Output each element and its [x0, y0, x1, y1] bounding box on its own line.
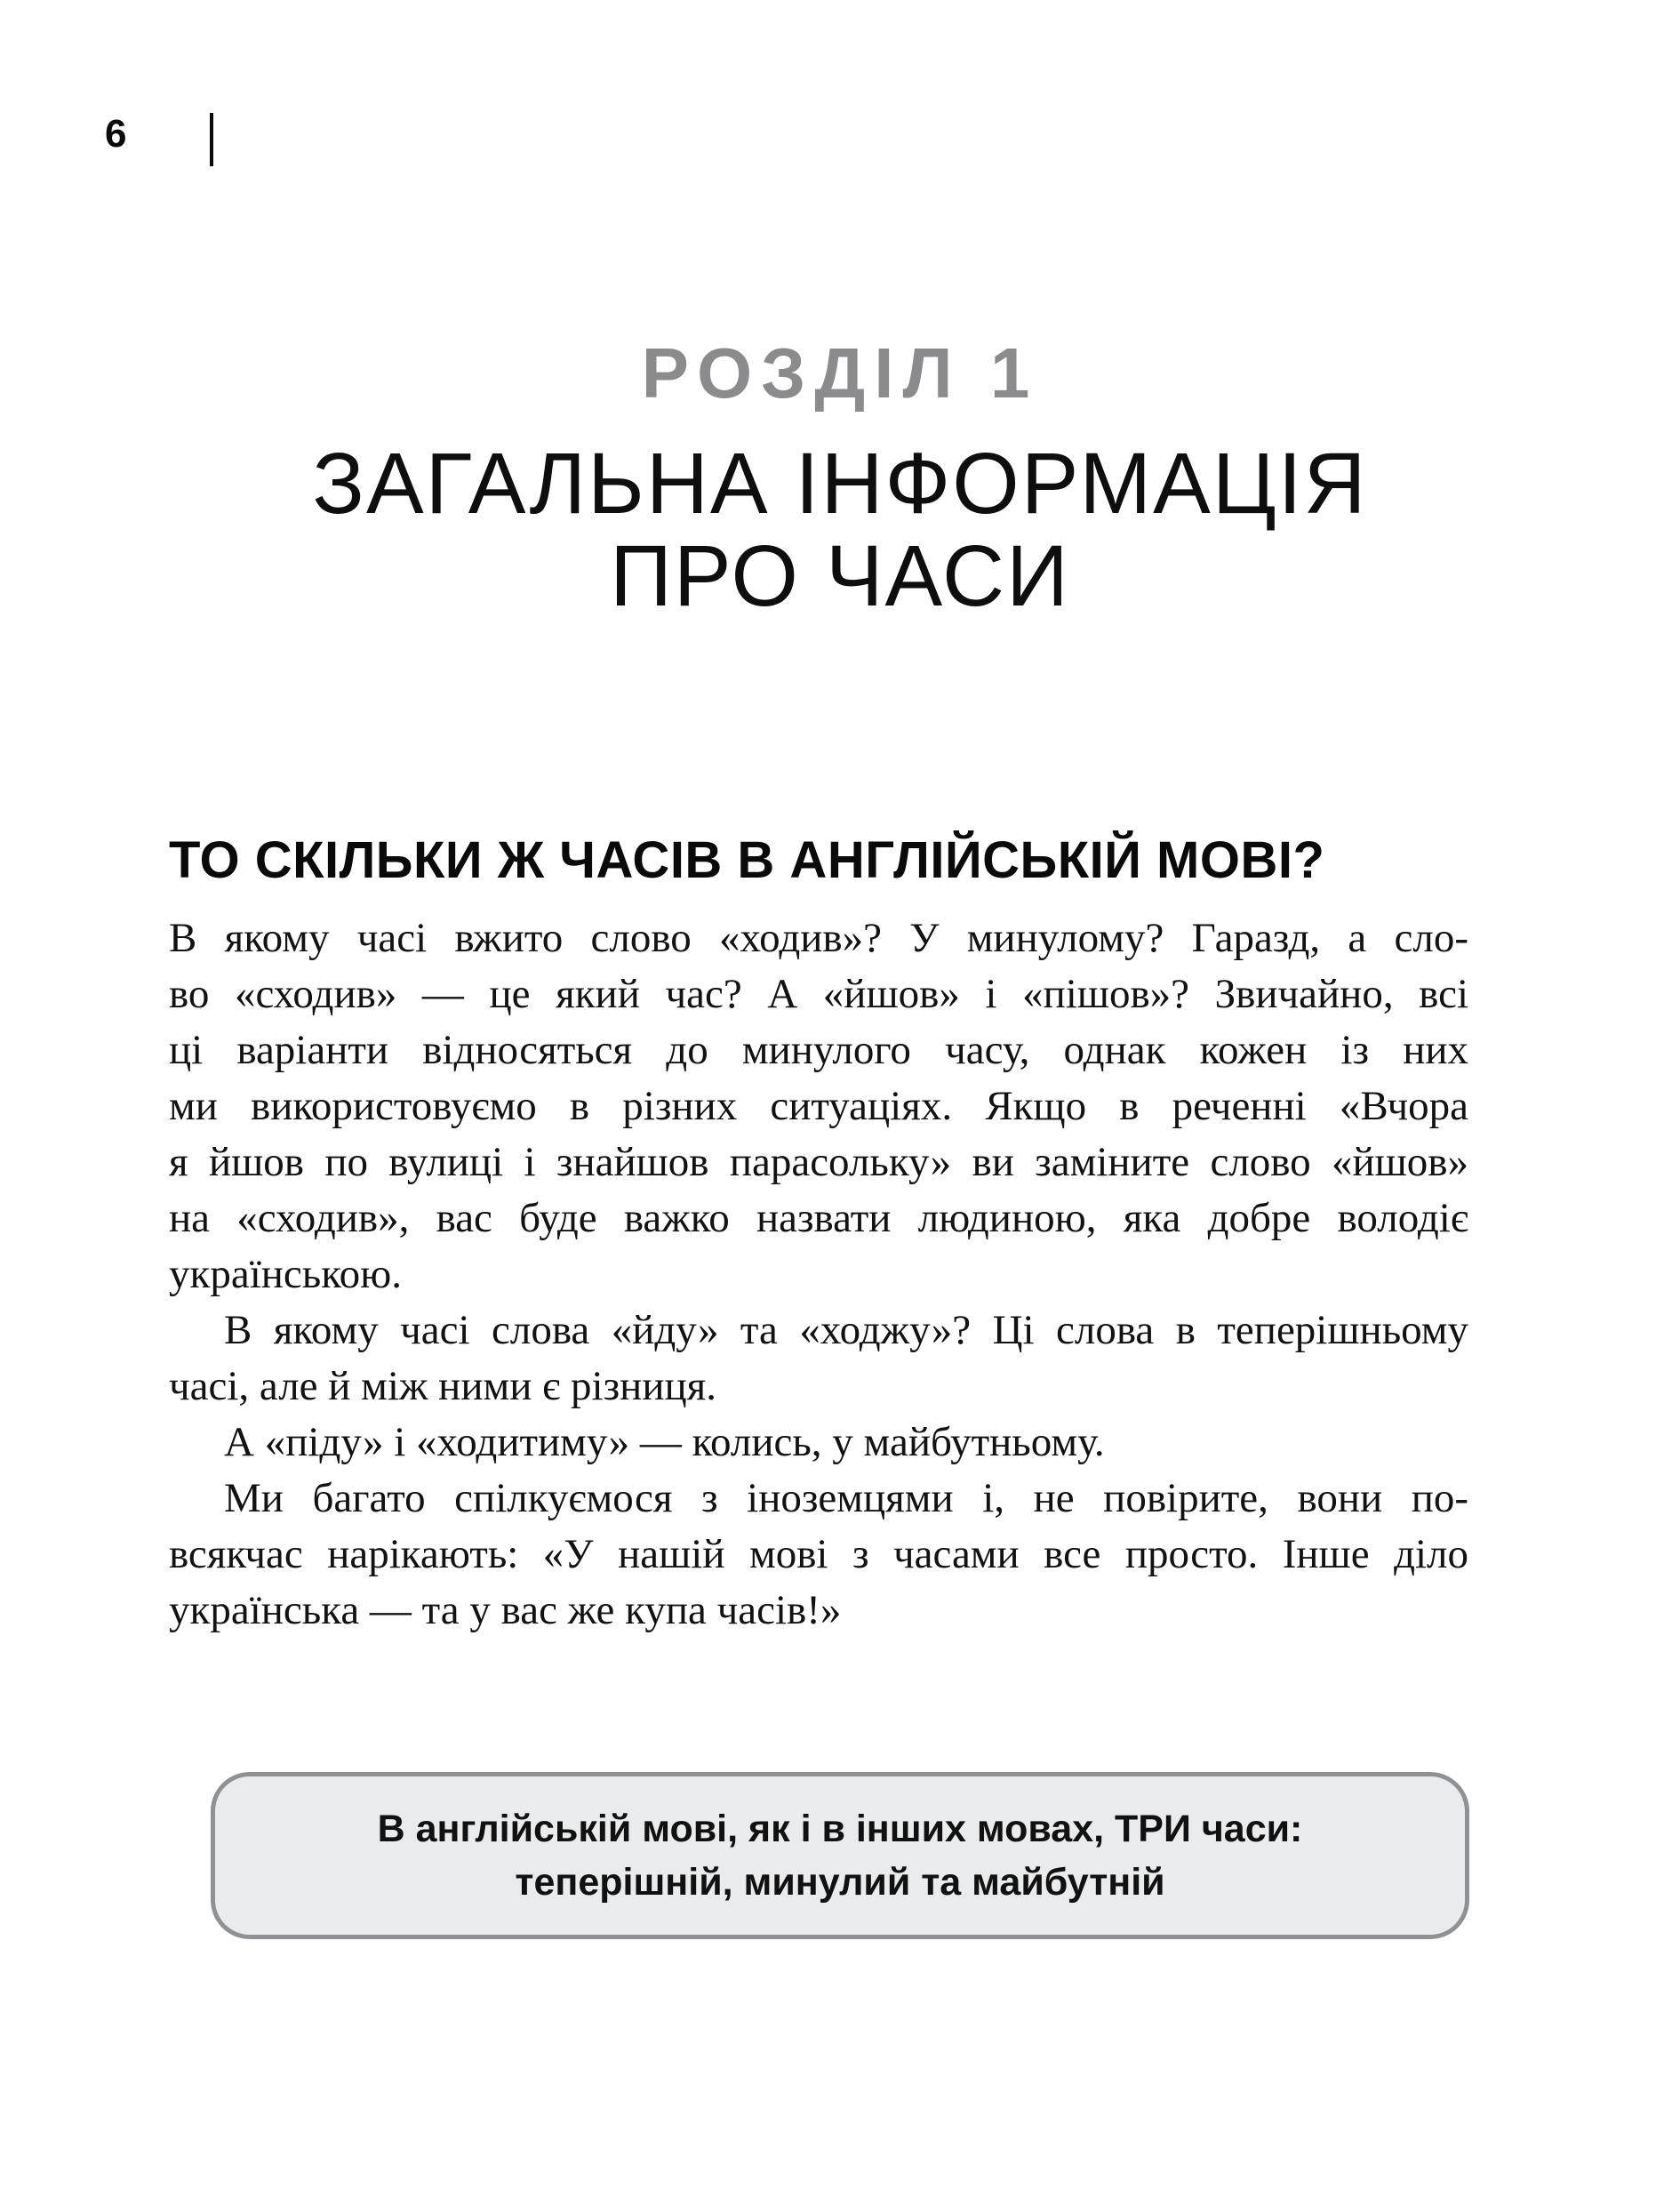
chapter-label: РОЗДІЛ 1 — [641, 333, 1039, 413]
body-line: часі, але й між ними є різниця. — [169, 1363, 717, 1409]
body-line: українська — та у вас же купа часів!» — [169, 1587, 842, 1633]
callout-line-2: теперішній, минулий та майбутній — [515, 1861, 1165, 1904]
body-line: В якому часі слова «йду» та «ходжу»? Ці слова в теперішньому — [224, 1307, 1468, 1353]
callout-line-1: В англійській мові, як і в інших мовах, ТРИ часи: — [377, 1808, 1303, 1850]
chapter-title-line-1: ЗАГАЛЬНА ІНФОРМАЦІЯ — [312, 435, 1368, 532]
body-line: В якому часі вжито слово «ходив»? У минулому? Гаразд, а сло- — [169, 915, 1468, 961]
body-line: я йшов по вулиці і знайшов парасольку» ви заміните слово «йшов» — [169, 1139, 1468, 1185]
page-number: 6 — [105, 112, 127, 156]
body-line: Ми багато спілкуємося з іноземцями і, не повірите, вони по- — [224, 1475, 1468, 1521]
body-line: А «піду» і «ходитиму» — колись, у майбутньому. — [224, 1419, 1105, 1465]
chapter-title-line-2: ПРО ЧАСИ — [610, 527, 1070, 624]
chapter-title — [0, 437, 1680, 622]
body-line: ці варіанти відносяться до минулого часу, однак кожен із них — [169, 1027, 1468, 1073]
body-line: ми використовуємо в різних ситуаціях. Якщо в реченні «Вчора — [169, 1083, 1468, 1129]
body-text — [169, 910, 1468, 1639]
body-line: всякчас нарікають: «У нашій мові з часами все просто. Інше діло — [169, 1531, 1468, 1577]
body-line: українською. — [169, 1251, 403, 1297]
section-heading: ТО СКІЛЬКИ Ж ЧАСІВ В АНГЛІЙСЬКІЙ МОВІ? — [169, 831, 1325, 889]
body-line: на «сходив», вас буде важко назвати людиною, яка добре володіє — [169, 1195, 1468, 1241]
body-line: во «сходив» — це який час? А «йшов» і «пішов»? Звичайно, всі — [169, 971, 1468, 1017]
callout-box — [211, 1772, 1469, 1939]
folio-divider — [210, 113, 213, 166]
